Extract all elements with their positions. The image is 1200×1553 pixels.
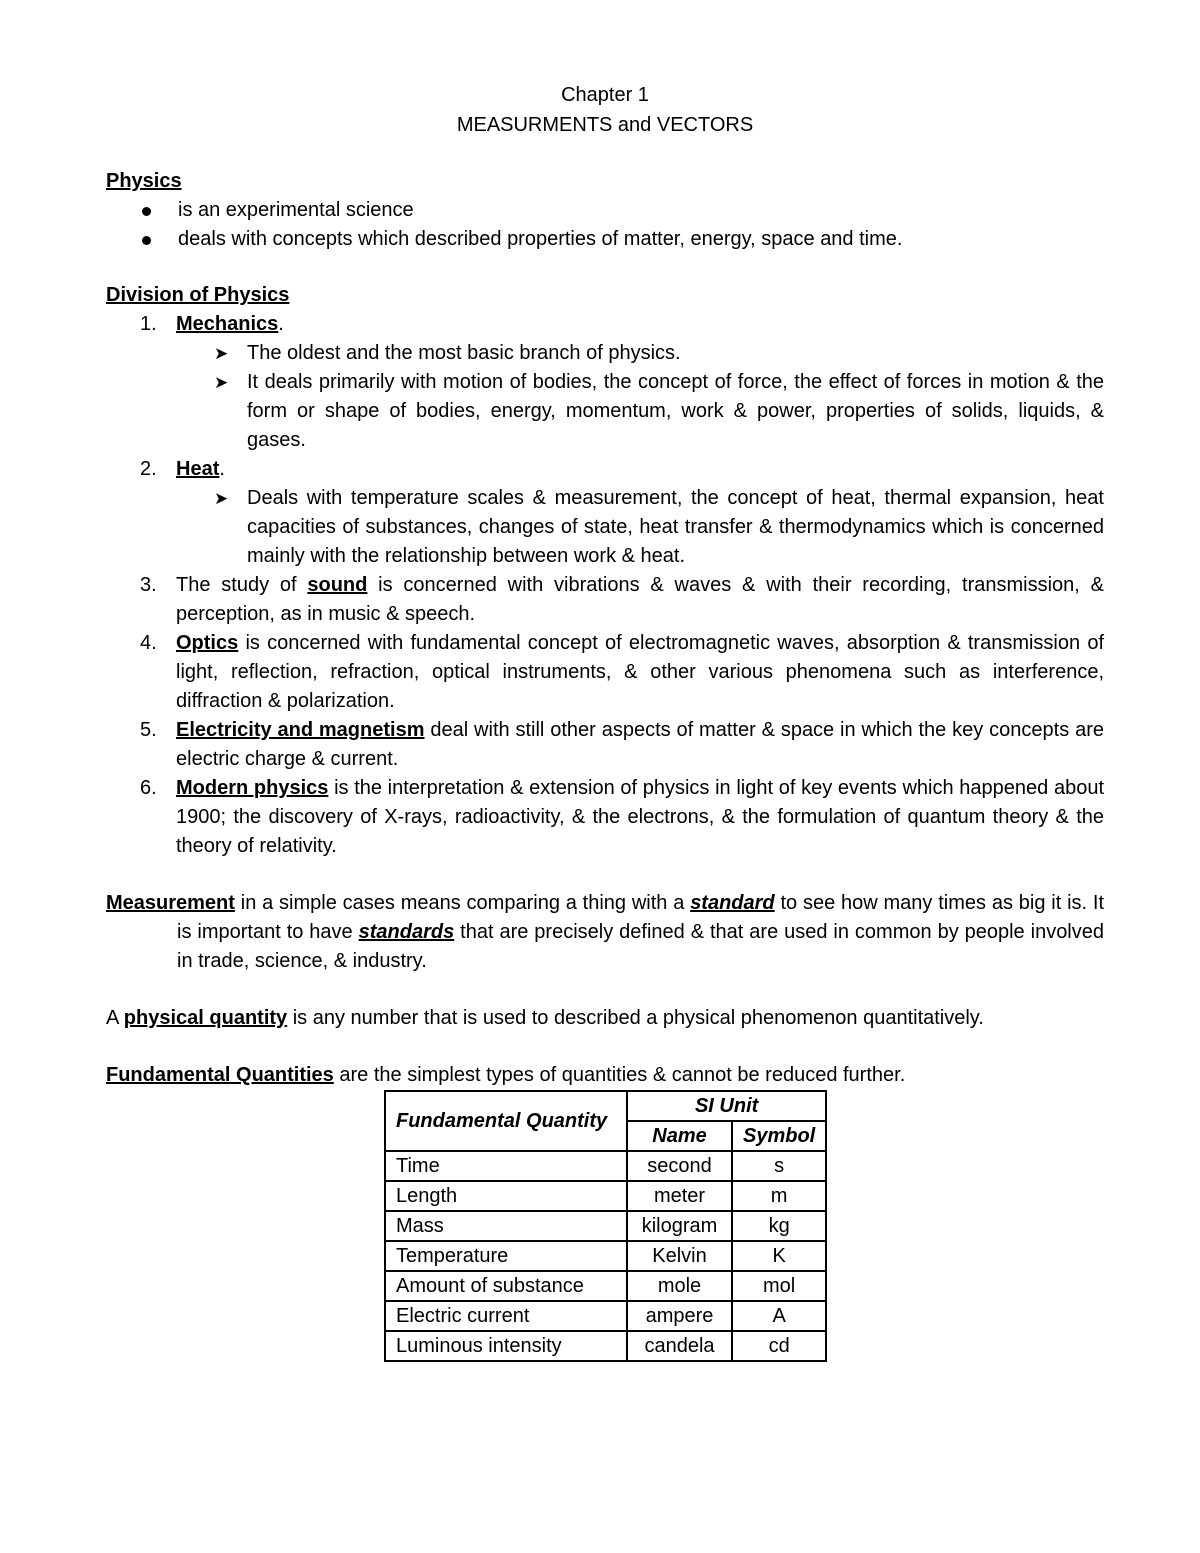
division-item-optics: 4. Optics is concerned with fundamental concept of electromagnetic waves, absorption & transmission of light, reflection, refraction, optical instruments, & other various phenomena such as interference, diffraction & polarization. — [140, 632, 1104, 712]
bullet-icon — [142, 236, 151, 245]
physical-quantity-paragraph: A physical quantity is any number that is used to described a physical phenomenon quantitatively. — [106, 1007, 984, 1029]
term-standard: standard — [690, 892, 775, 914]
col-header-quantity: Fundamental Quantity — [385, 1091, 627, 1151]
physics-section — [106, 167, 1104, 254]
list-item: ➤ It deals primarily with motion of bodies, the concept of force, the effect of forces in motion & the form or shape of bodies, energy, momentum, work & power, properties of solids, liquids, & gases. — [176, 368, 1104, 455]
term-heat: Heat — [176, 458, 220, 480]
term-optics: Optics — [176, 632, 239, 654]
list-item: deals with concepts which described properties of matter, energy, space and time. — [106, 225, 1104, 254]
division-list — [106, 310, 1104, 861]
list-item: is an experimental science — [106, 196, 1104, 225]
term-electricity-magnetism: Electricity and magnetism — [176, 719, 425, 741]
table-row: Luminous intensity candela cd — [385, 1331, 826, 1361]
division-section — [106, 281, 1104, 861]
fundamental-quantities-paragraph: Fundamental Quantities are the simplest types of quantities & cannot be reduced further. — [106, 1064, 906, 1086]
arrow-bullet-icon: ➤ — [214, 344, 229, 363]
term-physical-quantity: physical quantity — [123, 1007, 288, 1029]
physics-bullet-list — [106, 196, 1104, 254]
division-item-electricity: 5. Electricity and magnetism deal with still other aspects of matter & space in which the key concepts are electric charge & current. — [140, 719, 1104, 770]
term-measurement: Measurement — [106, 892, 235, 914]
arrow-bullet-icon: ➤ — [214, 373, 229, 392]
chapter-label: Chapter 1 — [561, 84, 649, 106]
physics-heading: Physics — [106, 170, 182, 192]
division-item-mechanics: 1. Mechanics. ➤ The oldest and the most basic branch of physics. ➤ It deals primarily with motion of bodies, the concept of force, the effect of forces in motion & the form or shape of bodies, energy, momentum, work & power, properties of solids, liquids, & gases. — [106, 310, 1104, 455]
measurement-paragraph: Measurement in a simple cases means comparing a thing with a standard to see how many times as big it is. It is important to have standards that are precisely defined & that are used in common by people involved in trade, science, & industry. — [106, 892, 1105, 972]
division-item-sound: 3. The study of sound is concerned with vibrations & waves & with their recording, transmission, & perception, as in music & speech. — [140, 574, 1104, 625]
table-row: Temperature Kelvin K — [385, 1241, 826, 1271]
col-header-name: Name — [627, 1121, 732, 1151]
table-row: Amount of substance mole mol — [385, 1271, 826, 1301]
document-page — [106, 80, 1104, 1362]
term-fundamental-quantities: Fundamental Quantities — [106, 1064, 334, 1086]
term-mechanics: Mechanics — [176, 313, 279, 335]
division-item-modern: 6. Modern physics is the interpretation & extension of physics in light of key events which happened about 1900; the discovery of X-rays, radioactivity, & the electrons, & the formulation of quantum theory & the theory of relativity. — [140, 777, 1105, 857]
list-item: ➤ The oldest and the most basic branch of physics. — [176, 339, 1104, 368]
division-item-heat: 2. Heat. ➤ Deals with temperature scales & measurement, the concept of heat, thermal expansion, heat capacities of substances, changes of state, heat transfer & thermodynamics which is concerned mainly with the relationship between work & heat. — [106, 455, 1104, 571]
term-modern-physics: Modern physics — [176, 777, 329, 799]
bullet-icon — [142, 207, 151, 216]
mechanics-points — [176, 339, 1104, 455]
table-row: Time second s — [385, 1151, 826, 1181]
table-row: Electric current ampere A — [385, 1301, 826, 1331]
division-heading: Division of Physics — [106, 284, 290, 306]
list-item: ➤ Deals with temperature scales & measurement, the concept of heat, thermal expansion, heat capacities of substances, changes of state, heat transfer & thermodynamics which is concerned mainly with the relationship between work & heat. — [176, 484, 1104, 571]
col-header-si-unit: SI Unit — [627, 1091, 826, 1121]
si-units-table — [384, 1090, 827, 1362]
col-header-symbol: Symbol — [732, 1121, 826, 1151]
arrow-bullet-icon: ➤ — [214, 489, 229, 508]
table-row: Length meter m — [385, 1181, 826, 1211]
chapter-title: MEASURMENTS and VECTORS — [456, 114, 754, 136]
term-sound: sound — [307, 574, 368, 596]
table-row: Mass kilogram kg — [385, 1211, 826, 1241]
heat-points — [176, 484, 1104, 571]
term-standards: standards — [358, 921, 455, 943]
table-header-row — [385, 1091, 826, 1121]
